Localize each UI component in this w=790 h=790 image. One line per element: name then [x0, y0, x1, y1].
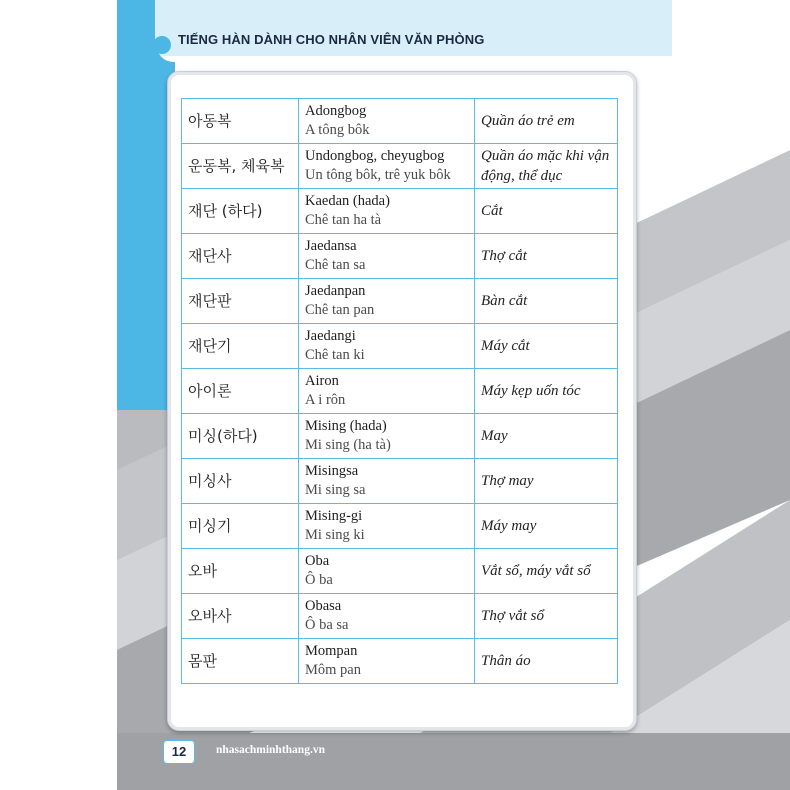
vietnamese-meaning: Quần áo mặc khi vận động, thể dục: [475, 144, 618, 189]
romanization: Adongbog: [305, 103, 367, 119]
romanization: Oba: [305, 553, 330, 569]
romanization: Kaedan (hada): [305, 193, 390, 209]
romanization-cell: [299, 594, 475, 639]
vietnamese-meaning: Thợ cắt: [475, 234, 618, 279]
table-row: [182, 369, 618, 414]
romanization-cell: [299, 504, 475, 549]
korean-term: 오바: [182, 549, 299, 594]
romanization: Jaedangi: [305, 328, 356, 344]
pronunciation: Ô ba: [305, 572, 333, 588]
pronunciation: Mi sing (ha tà): [305, 437, 391, 453]
romanization-cell: [299, 549, 475, 594]
vietnamese-meaning: May: [475, 414, 618, 459]
vietnamese-meaning: Vắt sổ, máy vắt sổ: [475, 549, 618, 594]
romanization: Undongbog, cheyugbog: [305, 148, 445, 164]
vietnamese-meaning: Quần áo trẻ em: [475, 99, 618, 144]
table-row: [182, 324, 618, 369]
korean-term: 재단 (하다): [182, 189, 299, 234]
romanization: Mising (hada): [305, 418, 387, 434]
website-label: nhasachminhthang.vn: [216, 744, 325, 756]
pronunciation: Môm pan: [305, 662, 361, 678]
romanization: Jaedanpan: [305, 283, 366, 299]
vietnamese-meaning: Thân áo: [475, 639, 618, 684]
table-row: [182, 504, 618, 549]
korean-term: 오바사: [182, 594, 299, 639]
korean-term: 운동복, 체육복: [182, 144, 299, 189]
vietnamese-meaning: Bàn cắt: [475, 279, 618, 324]
korean-term: 미싱(하다): [182, 414, 299, 459]
pronunciation: Ô ba sa: [305, 617, 349, 633]
romanization: Misingsa: [305, 463, 359, 479]
page-number: 12: [163, 740, 195, 764]
pronunciation: A i rôn: [305, 392, 346, 408]
korean-term: 재단기: [182, 324, 299, 369]
pronunciation: Un tông bôk, trê yuk bôk: [305, 167, 451, 183]
korean-term: 아동복: [182, 99, 299, 144]
vietnamese-meaning: Cắt: [475, 189, 618, 234]
table-row: [182, 234, 618, 279]
vietnamese-meaning: Máy kẹp uốn tóc: [475, 369, 618, 414]
romanization-cell: [299, 369, 475, 414]
romanization: Mompan: [305, 643, 358, 659]
pronunciation: A tông bôk: [305, 122, 370, 138]
table-row: [182, 144, 618, 189]
romanization-cell: [299, 189, 475, 234]
romanization-cell: [299, 234, 475, 279]
korean-term: 몸판: [182, 639, 299, 684]
korean-term: 재단사: [182, 234, 299, 279]
korean-term: 미싱사: [182, 459, 299, 504]
romanization: Jaedansa: [305, 238, 357, 254]
vietnamese-meaning: Thợ vắt sổ: [475, 594, 618, 639]
pronunciation: Chê tan pan: [305, 302, 375, 318]
pronunciation: Chê tan sa: [305, 257, 366, 273]
pronunciation: Chê tan ha tà: [305, 212, 382, 228]
table-row: [182, 549, 618, 594]
vietnamese-meaning: Máy cắt: [475, 324, 618, 369]
romanization-cell: [299, 99, 475, 144]
table-row: [182, 594, 618, 639]
table-row: [182, 99, 618, 144]
vietnamese-meaning: Thợ may: [475, 459, 618, 504]
header-title: TIẾNG HÀN DÀNH CHO NHÂN VIÊN VĂN PHÒNG: [178, 32, 485, 47]
table-row: [182, 414, 618, 459]
pronunciation: Chê tan ki: [305, 347, 365, 363]
romanization: Mising-gi: [305, 508, 363, 524]
romanization-cell: [299, 414, 475, 459]
korean-term: 미싱기: [182, 504, 299, 549]
table-row: [182, 459, 618, 504]
table-row: [182, 189, 618, 234]
romanization-cell: [299, 279, 475, 324]
romanization: Airon: [305, 373, 339, 389]
romanization-cell: [299, 459, 475, 504]
table-row: [182, 639, 618, 684]
pronunciation: Mi sing sa: [305, 482, 366, 498]
romanization-cell: [299, 639, 475, 684]
romanization: Obasa: [305, 598, 342, 614]
pronunciation: Mi sing ki: [305, 527, 365, 543]
table-row: [182, 279, 618, 324]
korean-term: 아이론: [182, 369, 299, 414]
romanization-cell: [299, 144, 475, 189]
vocabulary-table: [181, 98, 618, 684]
romanization-cell: [299, 324, 475, 369]
korean-term: 재단판: [182, 279, 299, 324]
vietnamese-meaning: Máy may: [475, 504, 618, 549]
